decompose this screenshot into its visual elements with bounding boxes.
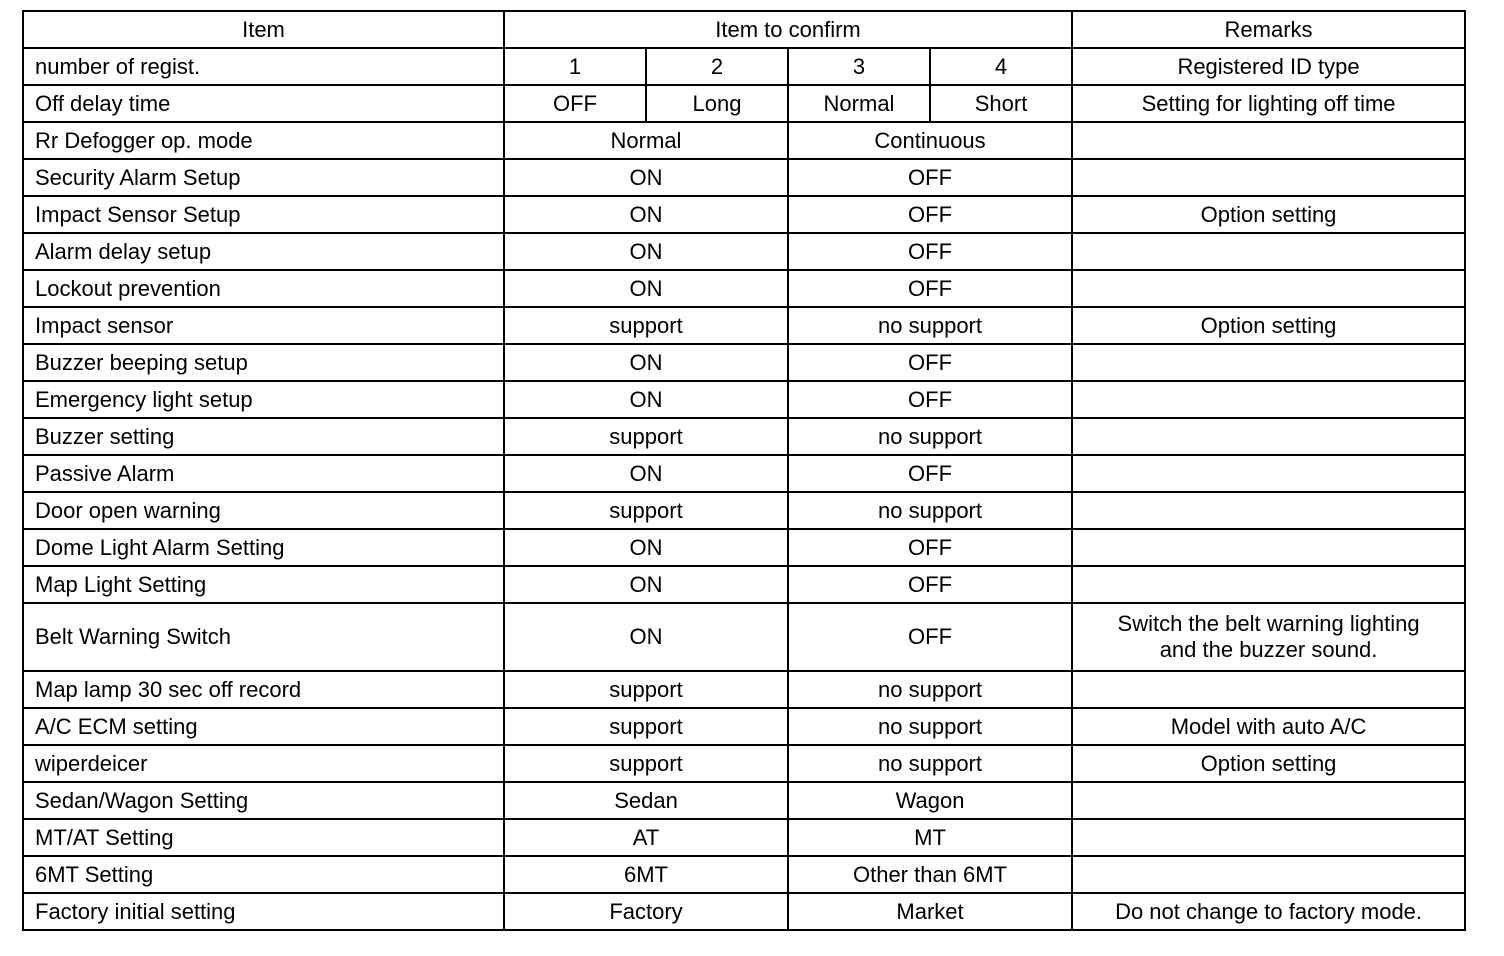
table-row bbox=[23, 381, 1465, 418]
value-cell: OFF bbox=[788, 196, 1072, 233]
table-row bbox=[23, 233, 1465, 270]
item-cell: number of regist. bbox=[23, 48, 504, 85]
value-cell: OFF bbox=[788, 529, 1072, 566]
item-cell: Sedan/Wagon Setting bbox=[23, 782, 504, 819]
value-cell: MT bbox=[788, 819, 1072, 856]
value-cell: ON bbox=[504, 566, 788, 603]
value-cell: 6MT bbox=[504, 856, 788, 893]
value-cell: support bbox=[504, 745, 788, 782]
value-cell: 3 bbox=[788, 48, 930, 85]
value-cell: Short bbox=[930, 85, 1072, 122]
value-cell: 2 bbox=[646, 48, 788, 85]
remarks-cell: Setting for lighting off time bbox=[1072, 85, 1465, 122]
value-cell: support bbox=[504, 307, 788, 344]
item-cell: Off delay time bbox=[23, 85, 504, 122]
remarks-cell bbox=[1072, 671, 1465, 708]
item-cell: A/C ECM setting bbox=[23, 708, 504, 745]
item-cell: Impact sensor bbox=[23, 307, 504, 344]
value-cell: 4 bbox=[930, 48, 1072, 85]
remarks-cell bbox=[1072, 492, 1465, 529]
value-cell: Factory bbox=[504, 893, 788, 930]
table-row bbox=[23, 603, 1465, 671]
value-cell: OFF bbox=[788, 455, 1072, 492]
table-row bbox=[23, 856, 1465, 893]
item-cell: Buzzer setting bbox=[23, 418, 504, 455]
item-cell: Alarm delay setup bbox=[23, 233, 504, 270]
value-cell: Continuous bbox=[788, 122, 1072, 159]
value-cell: ON bbox=[504, 270, 788, 307]
item-cell: Rr Defogger op. mode bbox=[23, 122, 504, 159]
table-row bbox=[23, 671, 1465, 708]
value-cell: no support bbox=[788, 671, 1072, 708]
table-row bbox=[23, 893, 1465, 930]
item-cell: 6MT Setting bbox=[23, 856, 504, 893]
value-cell: Normal bbox=[504, 122, 788, 159]
value-cell: ON bbox=[504, 381, 788, 418]
value-cell: support bbox=[504, 492, 788, 529]
value-cell: OFF bbox=[788, 159, 1072, 196]
value-cell: OFF bbox=[788, 270, 1072, 307]
item-cell: Emergency light setup bbox=[23, 381, 504, 418]
remarks-cell: Option setting bbox=[1072, 307, 1465, 344]
value-cell: ON bbox=[504, 455, 788, 492]
table-row bbox=[23, 455, 1465, 492]
value-cell: Other than 6MT bbox=[788, 856, 1072, 893]
value-cell: ON bbox=[504, 344, 788, 381]
table-row bbox=[23, 159, 1465, 196]
header-remarks: Remarks bbox=[1072, 11, 1465, 48]
item-cell: Map Light Setting bbox=[23, 566, 504, 603]
remarks-cell bbox=[1072, 455, 1465, 492]
item-cell: MT/AT Setting bbox=[23, 819, 504, 856]
value-cell: no support bbox=[788, 307, 1072, 344]
table-row bbox=[23, 122, 1465, 159]
value-cell: Wagon bbox=[788, 782, 1072, 819]
value-cell: Market bbox=[788, 893, 1072, 930]
table-row bbox=[23, 492, 1465, 529]
value-cell: Sedan bbox=[504, 782, 788, 819]
table-row bbox=[23, 307, 1465, 344]
value-cell: ON bbox=[504, 196, 788, 233]
item-cell: Map lamp 30 sec off record bbox=[23, 671, 504, 708]
remarks-cell: Registered ID type bbox=[1072, 48, 1465, 85]
table-row bbox=[23, 196, 1465, 233]
table-row bbox=[23, 819, 1465, 856]
item-cell: Belt Warning Switch bbox=[23, 603, 504, 671]
value-cell: 1 bbox=[504, 48, 646, 85]
table-row bbox=[23, 566, 1465, 603]
remarks-cell bbox=[1072, 529, 1465, 566]
value-cell: ON bbox=[504, 233, 788, 270]
remarks-cell: Option setting bbox=[1072, 196, 1465, 233]
value-cell: Long bbox=[646, 85, 788, 122]
item-cell: Lockout prevention bbox=[23, 270, 504, 307]
remarks-cell bbox=[1072, 566, 1465, 603]
value-cell: OFF bbox=[788, 566, 1072, 603]
table-row bbox=[23, 85, 1465, 122]
table-row bbox=[23, 344, 1465, 381]
header-row bbox=[23, 11, 1465, 48]
value-cell: support bbox=[504, 418, 788, 455]
remarks-cell bbox=[1072, 782, 1465, 819]
value-cell: OFF bbox=[788, 381, 1072, 418]
table-row bbox=[23, 708, 1465, 745]
item-cell: Security Alarm Setup bbox=[23, 159, 504, 196]
value-cell: no support bbox=[788, 418, 1072, 455]
value-cell: ON bbox=[504, 159, 788, 196]
remarks-cell bbox=[1072, 344, 1465, 381]
value-cell: support bbox=[504, 671, 788, 708]
header-item-to-confirm: Item to confirm bbox=[504, 11, 1072, 48]
remarks-cell bbox=[1072, 603, 1465, 671]
value-cell: Normal bbox=[788, 85, 930, 122]
table-row bbox=[23, 782, 1465, 819]
value-cell: AT bbox=[504, 819, 788, 856]
value-cell: support bbox=[504, 708, 788, 745]
value-cell: no support bbox=[788, 745, 1072, 782]
remarks-cell bbox=[1072, 418, 1465, 455]
remarks-line: Switch the belt warning lighting bbox=[1117, 611, 1420, 636]
remarks-cell: Option setting bbox=[1072, 745, 1465, 782]
table-row bbox=[23, 745, 1465, 782]
remarks-cell: Model with auto A/C bbox=[1072, 708, 1465, 745]
table-row bbox=[23, 48, 1465, 85]
item-cell: Impact Sensor Setup bbox=[23, 196, 504, 233]
value-cell: ON bbox=[504, 529, 788, 566]
item-cell: Passive Alarm bbox=[23, 455, 504, 492]
remarks-cell bbox=[1072, 233, 1465, 270]
settings-table bbox=[22, 10, 1466, 931]
value-cell: OFF bbox=[504, 85, 646, 122]
table-row bbox=[23, 270, 1465, 307]
remarks-cell: Do not change to factory mode. bbox=[1072, 893, 1465, 930]
remarks-cell bbox=[1072, 819, 1465, 856]
value-cell: OFF bbox=[788, 603, 1072, 671]
remarks-cell bbox=[1072, 856, 1465, 893]
value-cell: no support bbox=[788, 708, 1072, 745]
remarks-cell bbox=[1072, 159, 1465, 196]
value-cell: OFF bbox=[788, 344, 1072, 381]
item-cell: Dome Light Alarm Setting bbox=[23, 529, 504, 566]
value-cell: no support bbox=[788, 492, 1072, 529]
table-row bbox=[23, 529, 1465, 566]
remarks-cell bbox=[1072, 122, 1465, 159]
remarks-cell bbox=[1072, 270, 1465, 307]
table-row bbox=[23, 418, 1465, 455]
item-cell: Factory initial setting bbox=[23, 893, 504, 930]
item-cell: wiperdeicer bbox=[23, 745, 504, 782]
value-cell: ON bbox=[504, 603, 788, 671]
remarks-cell bbox=[1072, 381, 1465, 418]
item-cell: Door open warning bbox=[23, 492, 504, 529]
value-cell: OFF bbox=[788, 233, 1072, 270]
remarks-line: and the buzzer sound. bbox=[1159, 637, 1378, 662]
item-cell: Buzzer beeping setup bbox=[23, 344, 504, 381]
header-item: Item bbox=[23, 11, 504, 48]
